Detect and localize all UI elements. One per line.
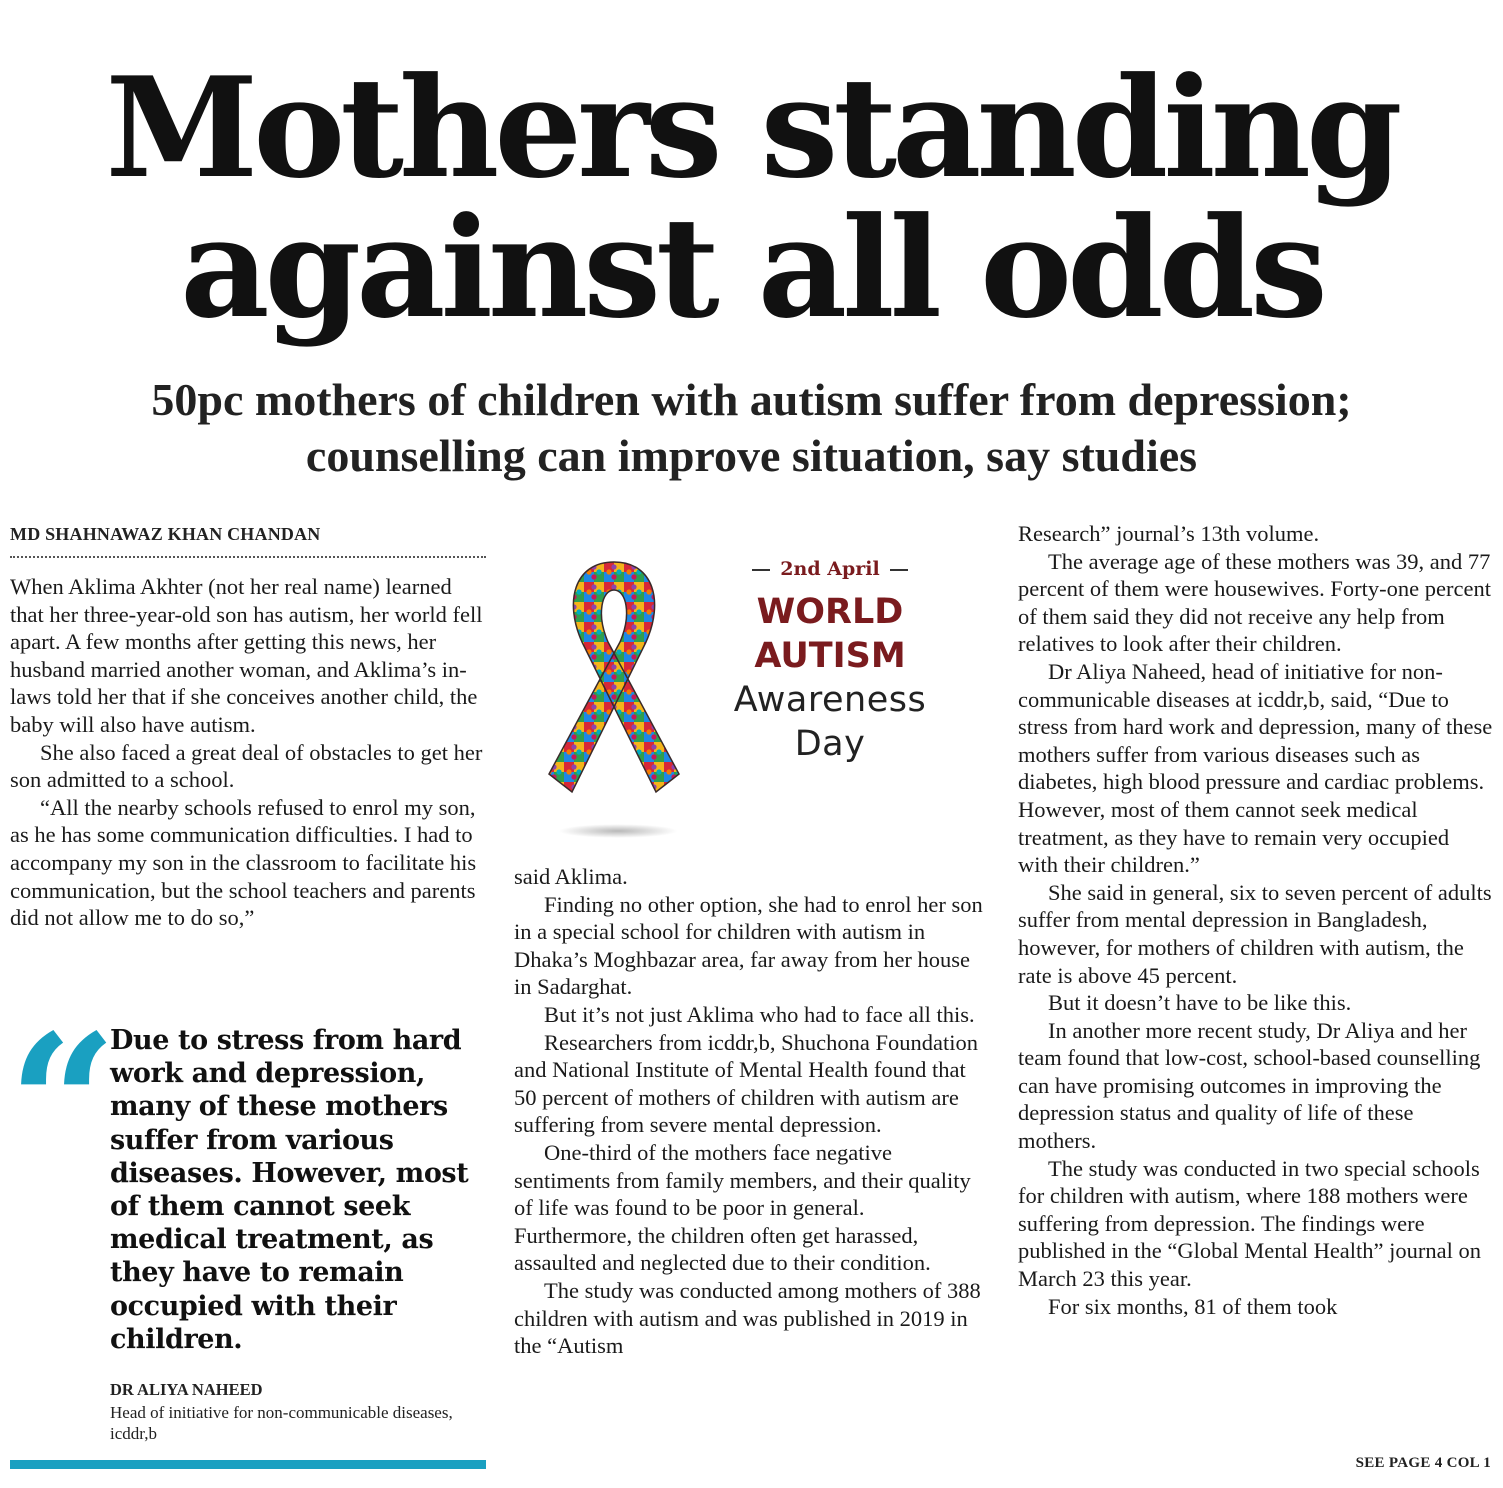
paragraph: In another more recent study, Dr Aliya and her team found that low-cost, school-based counselling can have promising outcomes in improving the depression status and quality of life of these mothers. [1018,1017,1481,1154]
paragraph: She said in general, six to seven percent of adults suffer from mental depression in Bangladesh, however, for mothers of children with autism, the rate is above 45 percent. [1018,879,1492,988]
article-column-3 [1018,520,1494,1320]
accent-rule [10,1460,486,1469]
paragraph: The study was conducted among mothers of 388 children with autism and was published in 2019 in the “Autism [514,1277,981,1359]
world-autism-day-graphic [530,540,980,850]
paragraph: Dr Aliya Naheed, head of initiative for non-communicable diseases at icddr,b, said, “Due to stress from hard work and depression, many of these mothers suffer from various diseases such as diabetes, high blood pressure and cardiac problems. However, most of them cannot seek medical treatment, as they have to remain very occupied with their children.” [1018,658,1493,878]
article-column-2 [514,863,984,1360]
paragraph: But it doesn’t have to be like this. [1048,990,1352,1016]
paragraph: For six months, 81 of them took [1048,1293,1338,1319]
paragraph: The average age of these mothers was 39, and 77 percent of them were housewives. Forty-one percent of them said they did not receive any help from relatives to look after their children. [1018,548,1491,657]
graphic-day: Day [794,724,866,764]
paragraph: Research” journal’s 13th volume. [1018,521,1320,546]
headline [0,46,1503,349]
subhead-line-1: 50pc mothers of children with autism suffer from depression; [151,374,1352,425]
article-column-1 [10,573,486,932]
jump-line: SEE PAGE 4 COL 1 [1355,1455,1491,1471]
pull-quote: Due to stress from hard work and depression, many of these mothers suffer from various diseases. However, most of them cannot seek medical treatment, as they have to remain occupied with their children. [110,1025,469,1355]
date-text: 2nd April [780,558,880,580]
headline-line-2: against all odds [180,186,1323,349]
dash-right [890,569,908,571]
paragraph: But it’s not just Aklima who had to face all this. [544,1001,975,1027]
paragraph: Finding no other option, she had to enrol her son in a special school for children with autism in Dhaka’s Moghbazar area, far away from her house in Sadarghat. [514,891,983,1000]
quote-mark-icon: “ [8,993,118,1216]
headline-line-1: Mothers standing [105,46,1398,209]
paragraph: One-third of the mothers face negative sentiments from family members, and their quality of life was found to be poor in general. Furthermore, the children often get harassed, assaulted and neglected due to their condition. [514,1139,971,1276]
paragraph: When Aklima Akhter (not her real name) learned that her three-year-old son has autism, her world fell apart. A few months after getting this news, her husband married another woman, and Aklima’s in-laws told her that if she conceives another child, the baby will also have autism. [10,574,483,737]
quote-attribution-name: DR ALIYA NAHEED [110,1380,263,1399]
graphic-world: WORLD [756,592,904,632]
date-label [700,558,960,580]
graphic-autism: AUTISM [754,636,906,676]
byline-divider [10,556,486,558]
graphic-awareness: Awareness [733,680,927,720]
autism-puzzle-ribbon-icon [544,542,684,822]
paragraph: She also faced a great deal of obstacles to get her son admitted to a school. [10,739,483,793]
paragraph: said Aklima. [514,864,628,889]
quote-attribution-role: Head of initiative for non-communicable diseases, icddr,b [110,1403,453,1443]
graphic-caption [700,558,960,766]
ribbon-shadow [558,824,678,838]
byline: MD SHAHNAWAZ KHAN CHANDAN [10,524,321,544]
paragraph: The study was conducted in two special schools for children with autism, where 188 mothers were suffering from depression. The findings were published in the “Global Mental Health” journal on March 23 this year. [1018,1155,1482,1292]
subhead-line-2: counselling can improve situation, say studies [305,430,1198,481]
paragraph: “All the nearby schools refused to enrol my son, as he has some communication difficulties. I had to accompany my son in the classroom to facilitate his communication, but the school teachers and parents did not allow me to do so,” [10,794,477,931]
dash-left [752,569,770,571]
subheadline [0,372,1503,484]
paragraph: Researchers from icddr,b, Shuchona Foundation and National Institute of Mental Health found that 50 percent of mothers of children with autism are suffering from severe mental depression. [514,1029,978,1138]
